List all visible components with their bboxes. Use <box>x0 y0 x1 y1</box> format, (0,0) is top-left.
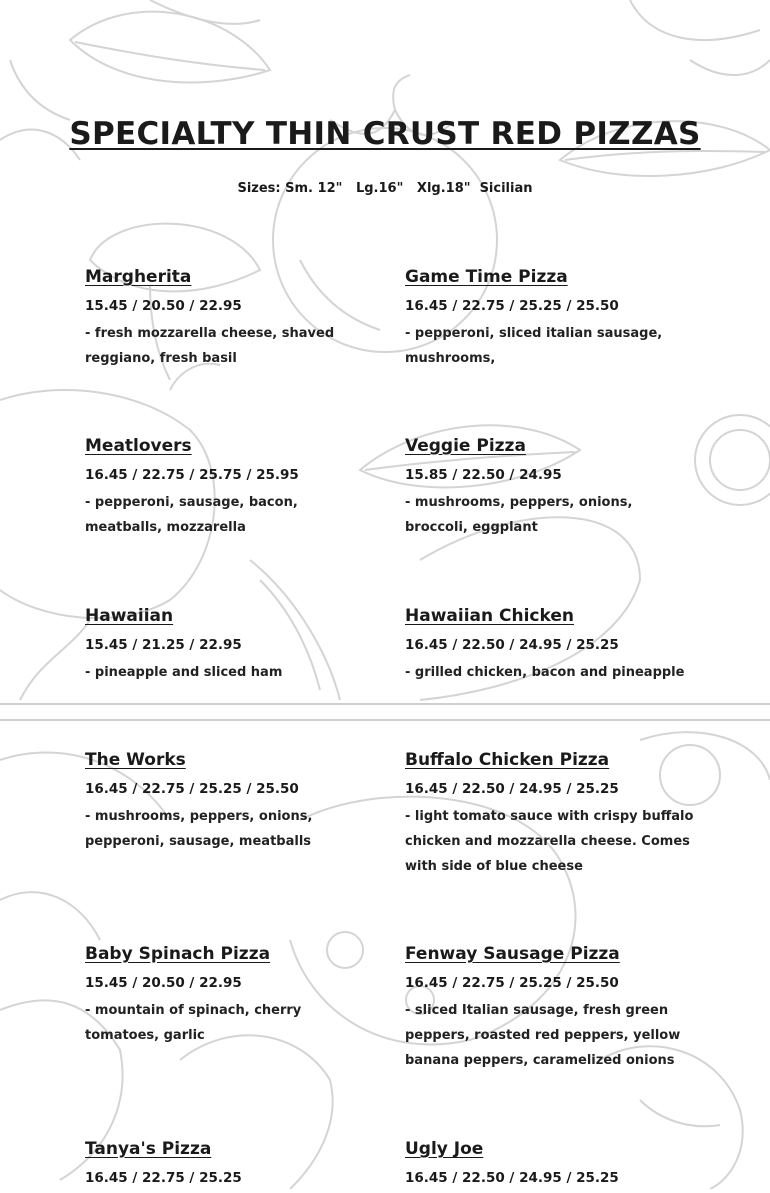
item-name: Ugly Joe <box>405 1139 484 1159</box>
item-name: Hawaiian <box>85 606 174 626</box>
menu-item <box>85 266 385 371</box>
item-prices: 16.45 / 22.50 / 24.95 / 25.25 <box>405 1170 619 1186</box>
menu-item <box>85 1138 385 1193</box>
item-prices: 16.45 / 22.75 / 25.25 / 25.50 <box>405 298 619 314</box>
menu-item <box>405 943 690 1073</box>
menu-item <box>85 435 385 540</box>
item-description: - pineapple and sliced ham <box>85 665 283 680</box>
menu-item <box>85 749 385 854</box>
item-prices: 16.45 / 22.75 / 25.25 / 25.50 <box>405 975 619 991</box>
menu-item <box>405 435 705 540</box>
menu-item <box>405 749 695 879</box>
menu-item <box>405 266 705 371</box>
item-name: Game Time Pizza <box>405 267 568 287</box>
item-prices: 16.45 / 22.50 / 24.95 / 25.25 <box>405 637 619 653</box>
item-prices: 16.45 / 22.75 / 25.75 / 25.95 <box>85 467 299 483</box>
item-description: - fresh mozzarella cheese, shaved reggiano, fresh basil <box>85 326 335 366</box>
item-name: Baby Spinach Pizza <box>85 944 271 964</box>
page-divider <box>0 703 770 721</box>
size-legend: Sizes: Sm. 12" Lg.16" Xlg.18" Sicilian <box>237 181 533 196</box>
item-name: Hawaiian Chicken <box>405 606 574 626</box>
item-description: - grilled chicken, bacon and pineapple <box>405 665 685 680</box>
menu-title: SPECIALTY THIN CRUST RED PIZZAS <box>69 116 701 152</box>
menu-item <box>405 1138 705 1193</box>
item-name: Fenway Sausage Pizza <box>405 944 620 964</box>
item-description: - pepperoni, sausage, bacon, meatballs, mozzarella <box>85 495 298 535</box>
item-description: - mushrooms, peppers, onions, pepperoni, sausage, meatballs <box>85 809 313 849</box>
item-prices: 15.45 / 20.50 / 22.95 <box>85 975 242 991</box>
menu-item <box>85 605 385 685</box>
menu-item <box>85 943 385 1048</box>
item-description: - mountain of spinach, cherry tomatoes, garlic <box>85 1003 302 1043</box>
menu-item <box>405 605 725 685</box>
item-prices: 16.45 / 22.75 / 25.25 <box>85 1170 242 1186</box>
item-name: Buffalo Chicken Pizza <box>405 750 610 770</box>
item-description: - sliced Italian sausage, fresh green peppers, roasted red peppers, yellow banana peppers, caramelized onions <box>405 1003 681 1068</box>
item-prices: 15.45 / 21.25 / 22.95 <box>85 637 242 653</box>
item-prices: 16.45 / 22.75 / 25.25 / 25.50 <box>85 781 299 797</box>
item-name: Meatlovers <box>85 436 192 456</box>
item-prices: 15.85 / 22.50 / 24.95 <box>405 467 562 483</box>
item-name: The Works <box>85 750 186 770</box>
item-name: Veggie Pizza <box>405 436 526 456</box>
item-description: - mushrooms, peppers, onions, broccoli, eggplant <box>405 495 633 535</box>
item-description: - pepperoni, sliced italian sausage, mushrooms, <box>405 326 663 366</box>
item-name: Tanya's Pizza <box>85 1139 212 1159</box>
item-prices: 15.45 / 20.50 / 22.95 <box>85 298 242 314</box>
item-description: - light tomato sauce with crispy buffalo chicken and mozzarella cheese. Comes with side of blue cheese <box>405 809 694 874</box>
item-name: Margherita <box>85 267 192 287</box>
item-prices: 16.45 / 22.50 / 24.95 / 25.25 <box>405 781 619 797</box>
